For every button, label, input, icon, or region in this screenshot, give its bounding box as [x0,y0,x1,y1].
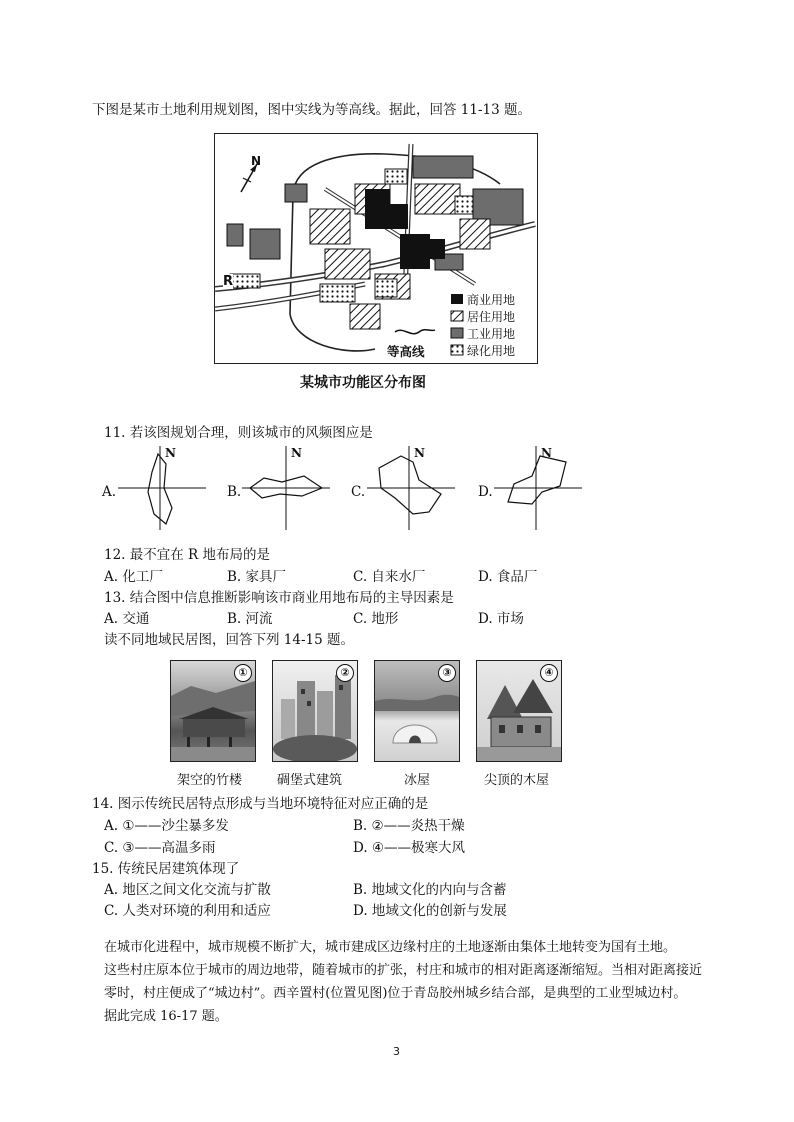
q15-option-b: B. 地域文化的内向与含蓄 [353,882,507,898]
q12-option-b: B. 家具厂 [227,569,287,585]
rose-c-north: N [414,446,425,460]
q14-option-b: B. ②——炎热干燥 [353,818,465,834]
q14-stem: 14. 图示传统民居特点形成与当地环境特征对应正确的是 [92,796,429,812]
q12-option-c: C. 自来水厂 [353,569,426,585]
q11-stem: 11. 若该图规划合理，则该城市的风频图应是 [104,425,373,441]
q13-option-c: C. 地形 [353,611,399,627]
q11-option-d: D. [478,484,493,500]
passage-line-3: 零时，村庄便成了“城边村”。西辛置村(位置见图)位于青岛胶州城乡结合部，是典型的工业型城边村。 [104,986,687,1001]
land-use-map [214,133,538,364]
intro-14-15: 读不同地域民居图，回答下列 14-15 题。 [104,632,355,648]
legend-industrial-label: 工业用地 [467,327,516,341]
q13-option-a: A. 交通 [104,611,150,627]
photo-fortress-building [272,660,358,762]
wind-rose-d [494,446,584,530]
intro-11-13: 下图是某市土地利用规划图，图中实线为等高线。据此，回答 11-13 题。 [92,102,531,118]
q14-option-a: A. ①——沙尘暴多发 [104,818,229,834]
photo-wooden-house [476,660,562,762]
q15-stem: 15. 传统民居建筑体现了 [92,861,240,877]
photo-igloo [374,660,460,762]
photo-caption-3: 冰屋 [404,773,431,788]
rose-a-north: N [165,446,176,460]
wind-rose-a [118,446,208,530]
photo-bamboo-house [170,660,256,762]
photo-badge-1: ① [234,664,252,682]
photo-badge-3: ③ [438,664,456,682]
q13-option-b: B. 河流 [227,611,273,627]
legend-residential-label: 居住用地 [467,310,516,324]
wind-rose-c [367,446,457,530]
q14-option-c: C. ③——高温多雨 [104,840,216,856]
passage-line-2: 这些村庄原本位于城市的周边地带，随着城市的扩张，村庄和城市的相对距离逐渐缩短。当相对距离接近 [104,963,703,978]
photo-caption-2: 碉堡式建筑 [277,773,343,788]
rose-b-north: N [291,446,302,460]
photo-badge-2: ② [336,664,354,682]
photo-caption-4: 尖顶的木屋 [484,773,550,788]
q15-option-d: D. 地域文化的创新与发展 [353,903,507,919]
map-r-label: R [223,274,234,289]
q11-option-a: A. [102,484,117,500]
q15-option-a: A. 地区之间文化交流与扩散 [104,882,271,898]
wind-rose-b [242,446,332,530]
photo-badge-4: ④ [540,664,558,682]
q14-option-d: D. ④——极寒大风 [353,840,466,856]
page-number: 3 [393,1045,400,1058]
map-north-label: N [251,154,262,168]
q11-option-b: B. [227,484,242,500]
rose-d-north: N [541,446,552,460]
legend-commercial-label: 商业用地 [467,293,516,307]
q13-stem: 13. 结合图中信息推断影响该市商业用地布局的主导因素是 [104,590,454,606]
q12-stem: 12. 最不宜在 R 地布局的是 [104,547,271,563]
photo-caption-1: 架空的竹楼 [177,773,243,788]
q11-option-c: C. [351,484,366,500]
q12-option-a: A. 化工厂 [104,569,163,585]
q15-option-c: C. 人类对环境的利用和适应 [104,903,271,919]
passage-line-1: 在城市化进程中，城市规模不断扩大，城市建成区边缘村庄的土地逐渐由集体土地转变为国有土地。 [104,940,677,955]
map-caption: 某城市功能区分布图 [300,375,426,391]
legend-green-label: 绿化用地 [467,344,516,358]
q13-option-d: D. 市场 [478,611,524,627]
legend-contour-label: 等高线 [387,344,425,359]
q12-option-d: D. 食品厂 [478,569,538,585]
passage-line-4: 据此完成 16-17 题。 [104,1009,228,1024]
